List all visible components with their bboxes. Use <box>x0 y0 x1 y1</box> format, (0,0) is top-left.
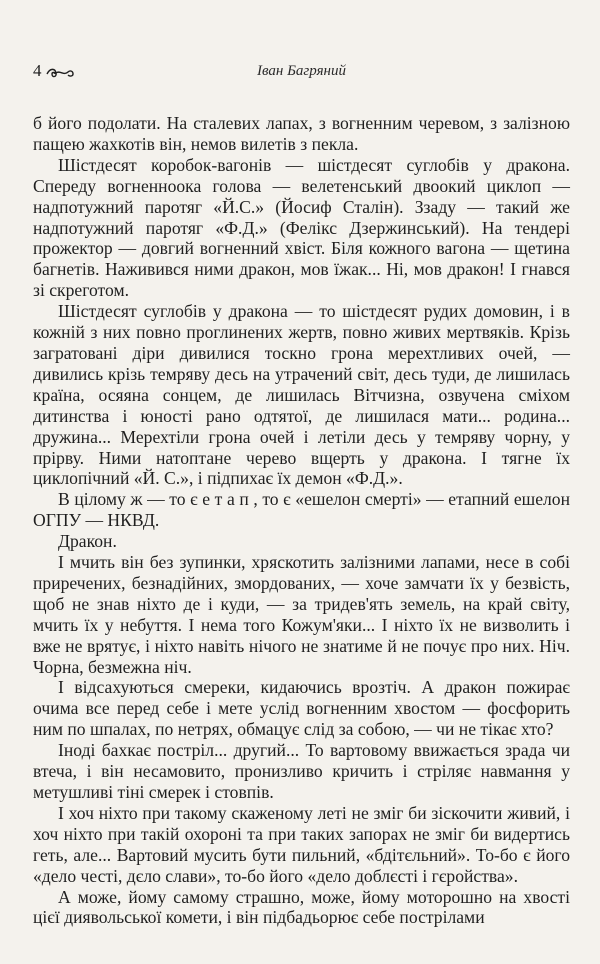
paragraph: б його подолати. На сталевих лапах, з вогненним черевом, з залізною пащею жахкотів він, немов вилетів з пекла. <box>33 113 570 154</box>
paragraph: Шістдесят суглобів у дракона — то шістдесят рудих домовин, і в кожній з них повно проглинених жертв, повно живих мертвяків. Крізь загратовані діри дивилися тоскно грона мерехтливих очей, — дивились крізь темряву десь на утрачений світ, десь туди, де лишилась країна, осяяна сонцем, де лишилась Вітчизна, озвучена сміхом дитинства і юності рано одтятої, де лишилася мати... родина... дружина... Мерехтіли грона очей і летіли десь у темряву чорну, у прірву. Ними натоптане черево вщерть у дракона. І тягне їх циклопічний «Й. С.», і підпихає їх демон «Ф.Д.». <box>33 301 570 489</box>
running-head-author: Іван Багряний <box>256 63 346 79</box>
page-header <box>33 60 570 86</box>
paragraph: І мчить він без зупинки, хряскотить залізними лапами, несе в собі приречених, безнадійних, змордованих, — хоче замчати їх у безвість, щоб не знав ніхто де і куди, — за тридев'ять земель, на край світу, мчить їх у небуття. І нема того Кожум'яки... І ніхто їх не визволить і вже не врятує, і ніхто навіть нічого не знатиме й не почує про них. Ніч. Чорна, безмежна ніч. <box>33 552 570 677</box>
paragraph: І відсахуються смереки, кидаючись врозтіч. А дракон пожирає очима все перед себе і мете услід вогненним хвостом — фосфорить ним по шпалах, по нетрях, обмацує слід за собою, — чи не тікає хто? <box>33 677 570 740</box>
paragraph: І хоч ніхто при такому скаженому леті не зміг би зіскочити живий, і хоч ніхто при такій охороні та при таких запорах не зміг би видертись геть, але... Вартовий мусить бути пильний, «бдітєльний». То-бо є його «дело честі, дєло слави», то-бо його «дело доблєсті і гєройства». <box>33 802 570 886</box>
paragraph: Шістдесят коробок-вагонів — шістдесят суглобів у дракона. Спереду вогненноока голова — велетенський двоокий циклоп — надпотужний паротяг «Й.С.» (Йосиф Сталін). Ззаду — такий же надпотужний паротяг «Ф.Д.» (Фелікс Дзержинський). На тендері прожектор — довгий вогненний хвіст. Біля кожного вагона — щетина багнетів. Наживився ними дракон, мов їжак... Ні, мов дракон! І гнався зі скреготом. <box>33 154 570 301</box>
paragraph: В цілому ж — то є е т а п , то є «ешелон смерті» — етапний ешелон ОГПУ — НКВД. <box>33 489 570 531</box>
body-text <box>33 113 570 928</box>
paragraph: Іноді бахкає постріл... другий... То вартовому ввижається зрада чи втеча, і він несамовито, пронизливо кричить і стріляє навмання у метушливі тіні смерек і стовпів. <box>33 740 570 802</box>
page-number: 4 <box>33 61 42 80</box>
paragraph: А може, йому самому страшно, може, йому моторошно на хвості цієї диявольської комети, і він підбадьорює себе пострілами <box>33 886 570 928</box>
paragraph: Дракон. <box>58 531 117 552</box>
